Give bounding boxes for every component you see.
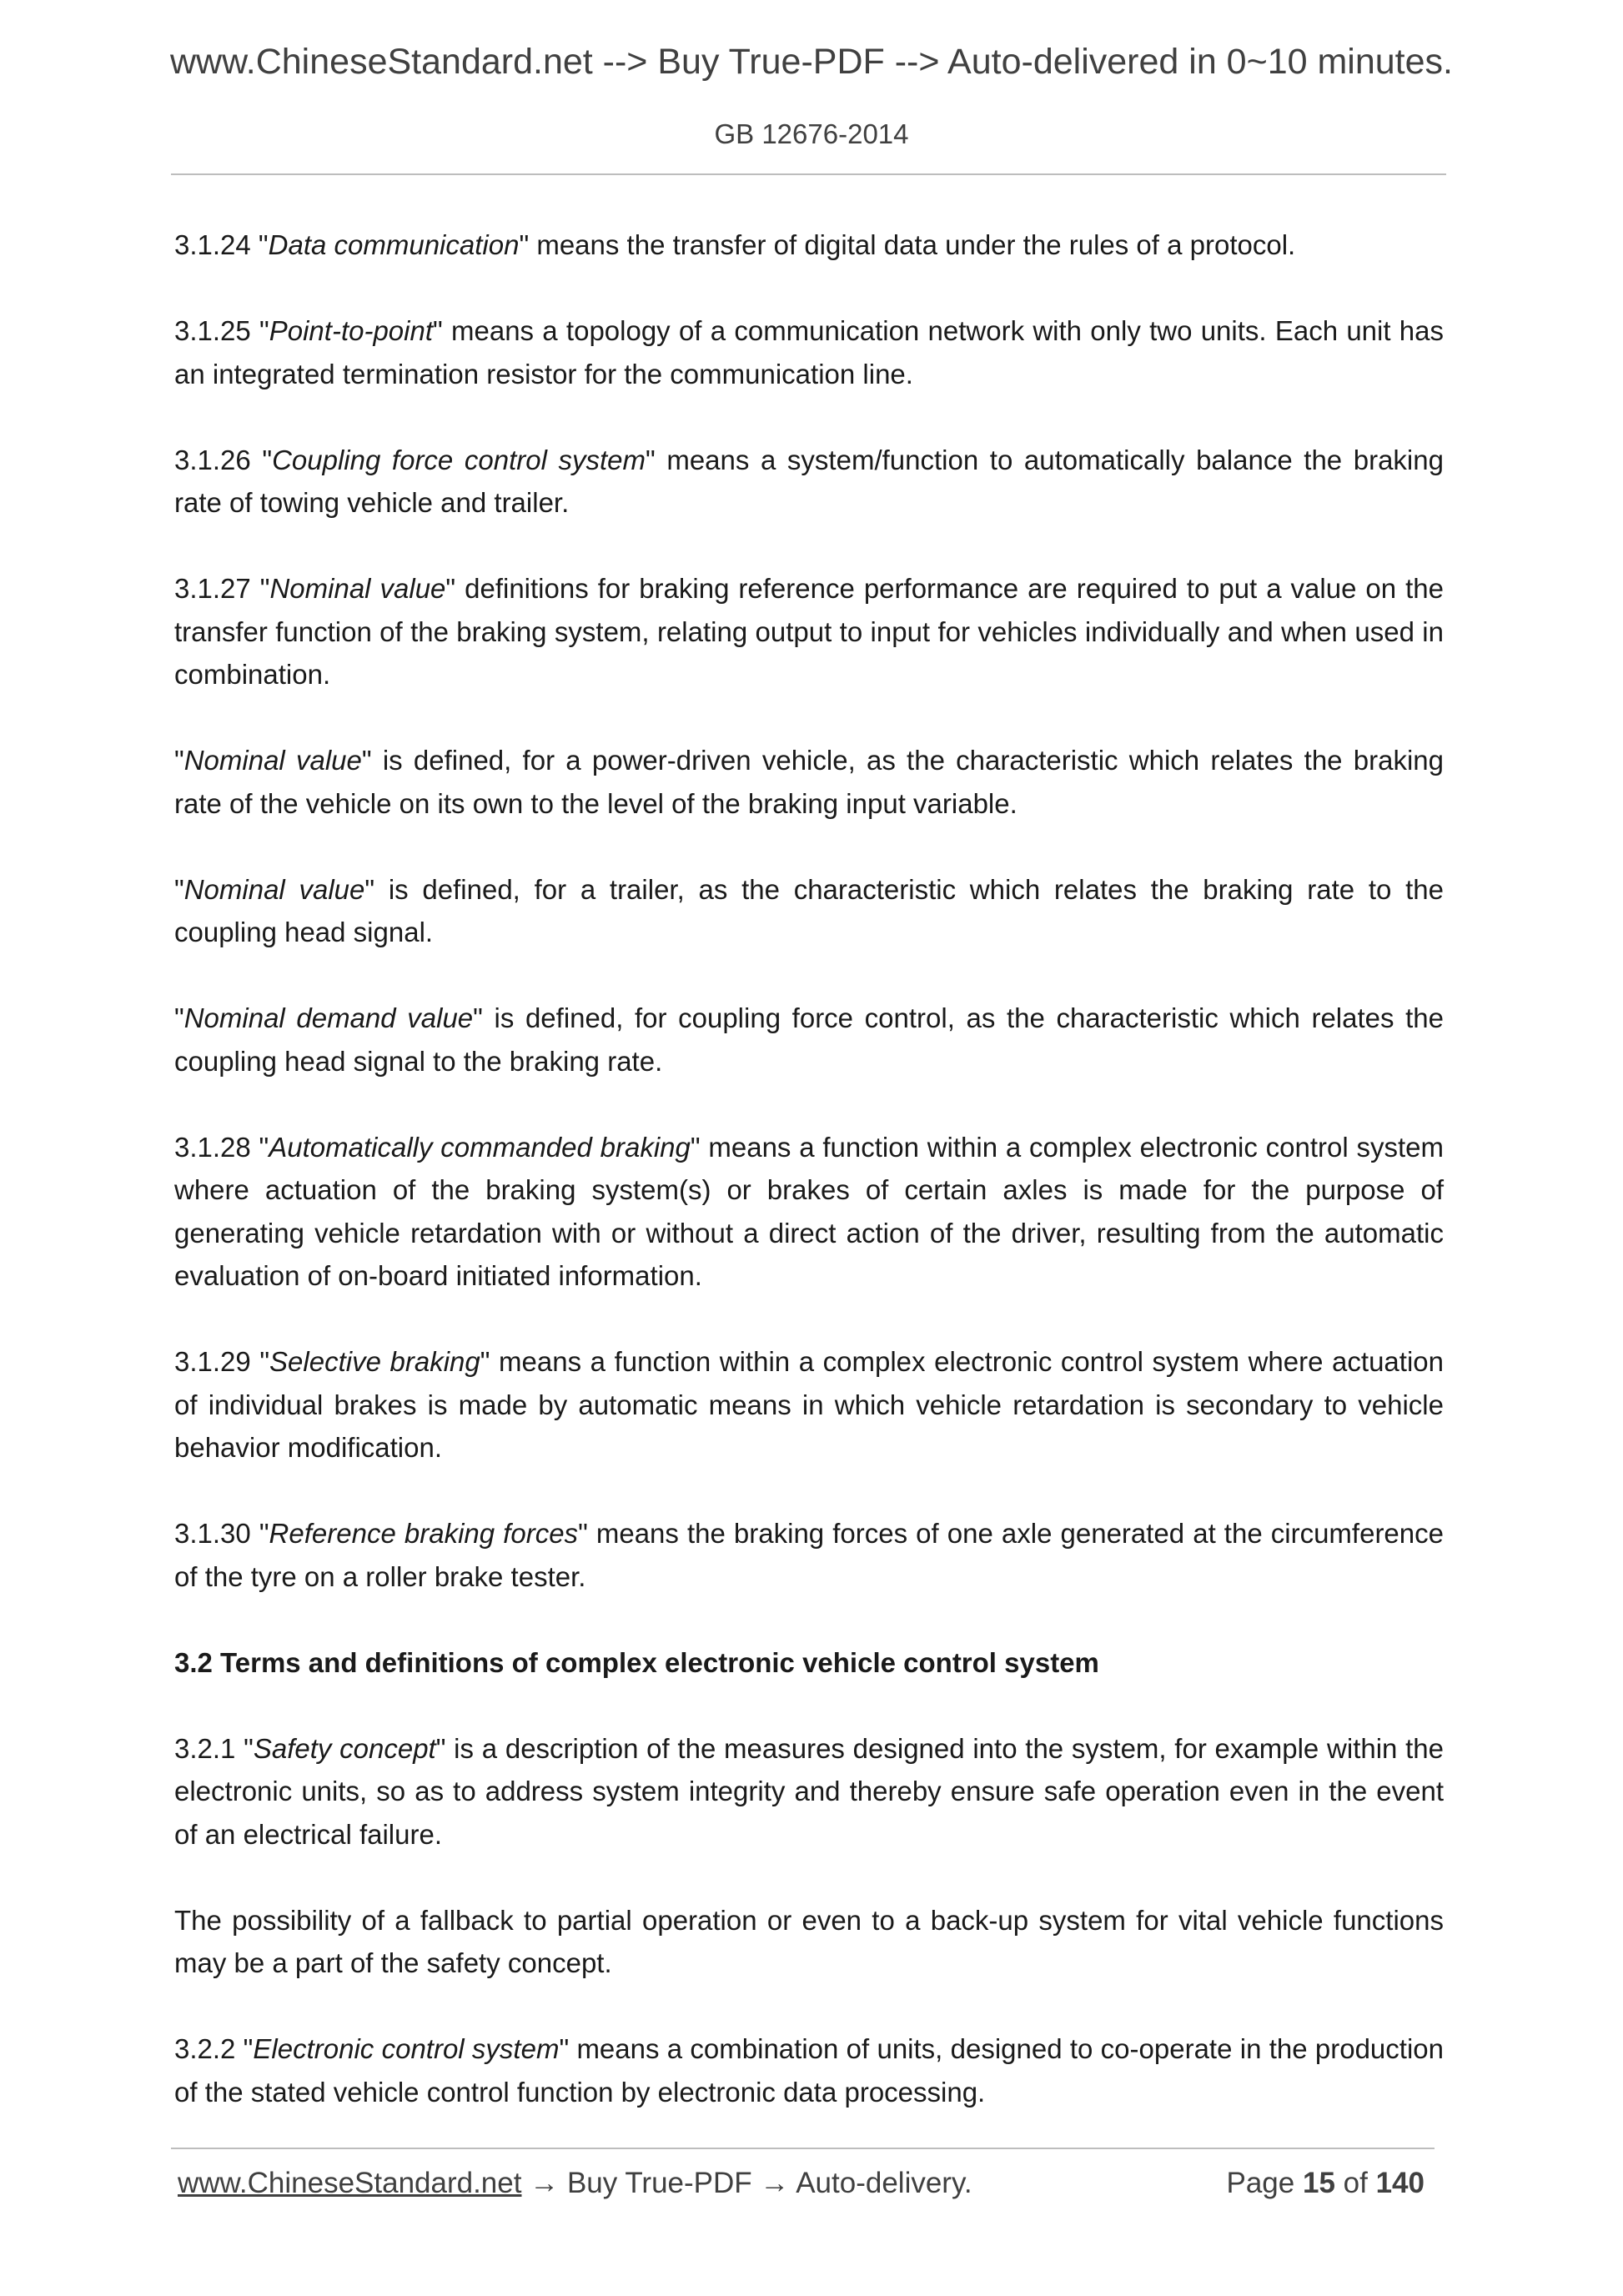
nominal-value-power-driven: "Nominal value" is defined, for a power-driven vehicle, as the characteristic which relates the braking rate of the vehicle on its own to the level of the braking input variable.: [174, 745, 1444, 819]
arrow-right-icon: →: [530, 2167, 560, 2199]
defined-term: Nominal value: [183, 873, 365, 905]
nominal-demand-value: "Nominal demand value" is defined, for coupling force control, as the characteristic which relates the coupling head signal to the braking rate.: [174, 1002, 1444, 1077]
footer-divider: [171, 2148, 1435, 2149]
arrow-right-icon: →: [760, 2167, 790, 2199]
definition-3-2-2: 3.2.2 "Electronic control system" means a combination of units, designed to co-operate in the production of the stated vehicle control function by electronic data processing.: [174, 2033, 1444, 2108]
definition-3-1-29: 3.1.29 "Selective braking" means a function within a complex electronic control system where actuation of individual brakes is made by automatic means in which vehicle retardation is secondary to vehicle behavior modification.: [174, 1346, 1444, 1463]
defined-term: Reference braking forces: [269, 1518, 579, 1549]
defined-term: Data communication: [268, 229, 520, 260]
header-divider: [171, 173, 1446, 175]
definition-3-1-28: 3.1.28 "Automatically commanded braking" means a function within a complex electronic control system where actuation of the braking system(s) or brakes of certain axles is made for the purpose of generating vehicle retardation with or without a direct action of the driver, resulting from the automatic evaluation of on-board initiated information.: [174, 1131, 1444, 1291]
definition-3-1-25: 3.1.25 "Point-to-point" means a topology of a communication network with only two units. Each unit has an integrated termination resistor for the communication line.: [174, 315, 1444, 389]
page-indicator: [1227, 2167, 1425, 2200]
defined-term: Selective braking: [269, 1346, 480, 1377]
top-banner: www.ChineseStandard.net --> Buy True-PDF --> Auto-delivered in 0~10 minutes.: [169, 42, 1453, 82]
section-heading-3-2: 3.2 Terms and definitions of complex electronic vehicle control system: [174, 1646, 1099, 1678]
defined-term: Coupling force control system: [272, 444, 646, 475]
page-number: 15: [1302, 2167, 1335, 2199]
definition-3-1-27: 3.1.27 "Nominal value" definitions for braking reference performance are required to put a value on the transfer function of the braking system, relating output to input for vehicles individually and when used in combination.: [174, 573, 1445, 690]
defined-term: Safety concept: [253, 1732, 436, 1764]
defined-term: Automatically commanded braking: [269, 1131, 691, 1163]
of-label: of: [1343, 2167, 1368, 2199]
document-id: GB 12676-2014: [714, 118, 909, 149]
document-body: [174, 224, 1444, 2113]
footer-links: [178, 2167, 972, 2200]
page-total: 140: [1375, 2167, 1425, 2199]
site-link[interactable]: www.ChineseStandard.net: [178, 2167, 522, 2199]
defined-term: Point-to-point: [269, 315, 434, 346]
footer-buy-text: Buy True-PDF: [566, 2167, 752, 2199]
safety-concept-note: The possibility of a fallback to partial operation or even to a back-up system for vital vehicle functions may be a part of the safety concept.: [174, 1904, 1444, 1978]
page-label: Page: [1226, 2167, 1295, 2199]
definition-3-2-1: 3.2.1 "Safety concept" is a description of the measures designed into the system, for example within the electronic units, so as to address system integrity and thereby ensure safe operation even in the event of an electrical failure.: [174, 1732, 1445, 1850]
definition-3-1-30: 3.1.30 "Reference braking forces" means the braking forces of one axle generated at the circumference of the tyre on a roller brake tester.: [174, 1518, 1444, 1592]
footer-delivery-text: Auto-delivery.: [796, 2167, 972, 2199]
defined-term: Nominal demand value: [183, 1002, 474, 1033]
definition-3-1-26: 3.1.26 "Coupling force control system" means a system/function to automatically balance the braking rate of towing vehicle and trailer.: [174, 444, 1444, 518]
defined-term: Nominal value: [183, 745, 362, 776]
nominal-value-trailer: "Nominal value" is defined, for a trailer, as the characteristic which relates the braking rate to the coupling head signal.: [174, 873, 1444, 947]
definition-3-1-24: 3.1.24 "Data communication" means the transfer of digital data under the rules of a protocol.: [174, 229, 1296, 260]
defined-term: Nominal value: [269, 573, 446, 604]
defined-term: Electronic control system: [253, 2033, 560, 2064]
